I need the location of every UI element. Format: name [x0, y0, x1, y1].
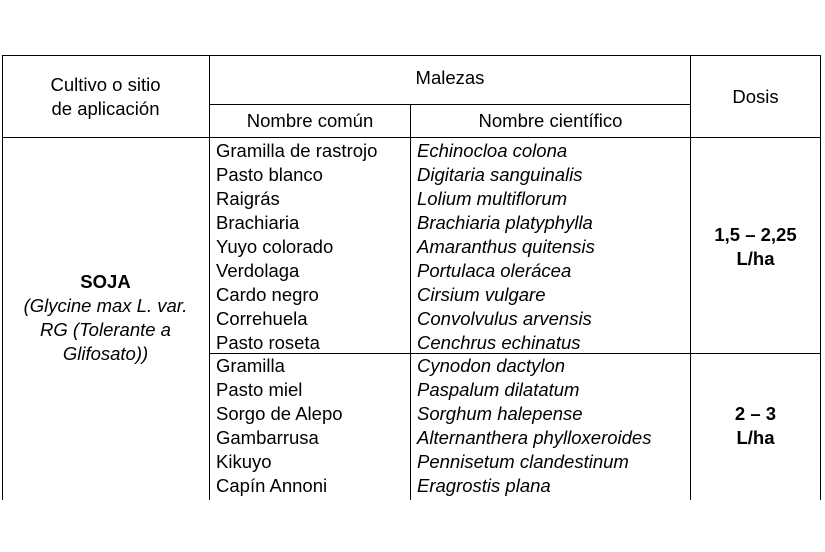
list-item: Gambarrusa: [216, 427, 319, 448]
crop-detail-line2: RG (Tolerante a: [40, 319, 171, 340]
list-item: Pasto blanco: [216, 164, 323, 185]
list-item: Capín Annoni: [216, 475, 328, 496]
list-item: Convolvulus arvensis: [417, 308, 592, 329]
list-item: Verdolaga: [216, 260, 300, 281]
header-cultivo-line2: de aplicación: [51, 98, 160, 119]
group2-dose: [690, 402, 821, 450]
divider-header-body: [2, 137, 821, 138]
list-item: Gramilla: [216, 355, 285, 376]
header-cultivo-line1: Cultivo o sitio: [50, 74, 161, 95]
list-item: Eragrostis plana: [417, 475, 551, 496]
list-item: Paspalum dilatatum: [417, 379, 580, 400]
list-item: Portulaca olerácea: [417, 260, 572, 281]
header-nombre-cientifico: Nombre científico: [478, 110, 623, 131]
divider-malezas-subheader: [209, 104, 691, 105]
crop-name: SOJA: [80, 271, 131, 292]
list-item: Cardo negro: [216, 284, 319, 305]
list-item: Brachiaria: [216, 212, 300, 233]
list-item: Alternanthera phylloxeroides: [417, 427, 652, 448]
header-dosis: Dosis: [732, 86, 779, 107]
group2-dose-unit: L/ha: [736, 427, 775, 448]
list-item: Echinocloa colona: [417, 140, 568, 161]
list-item: Correhuela: [216, 308, 308, 329]
divider-common-scientific: [410, 104, 411, 500]
list-item: Cenchrus echinatus: [417, 332, 581, 353]
crop-cell: [2, 270, 209, 366]
list-item: Raigrás: [216, 188, 280, 209]
list-item: Cirsium vulgare: [417, 284, 546, 305]
group1-dose: [690, 223, 821, 271]
group2-scientific-list: [417, 354, 651, 498]
list-item: Kikuyo: [216, 451, 272, 472]
header-malezas: Malezas: [415, 67, 485, 88]
list-item: Sorghum halepense: [417, 403, 583, 424]
group1-dose-unit: L/ha: [736, 248, 775, 269]
group1-scientific-list: [417, 139, 595, 355]
list-item: Pasto roseta: [216, 332, 320, 353]
list-item: Pasto miel: [216, 379, 303, 400]
crop-detail-line3: Glifosato)): [62, 343, 149, 364]
crop-detail-line1: (Glycine max L. var.: [23, 295, 188, 316]
herbicide-dosage-table: [2, 55, 821, 500]
list-item: Lolium multiflorum: [417, 188, 568, 209]
group1-dose-value: 1,5 – 2,25: [714, 224, 797, 245]
list-item: Yuyo colorado: [216, 236, 334, 257]
group2-dose-value: 2 – 3: [734, 403, 777, 424]
list-item: Brachiaria platyphylla: [417, 212, 593, 233]
group1-common-list: [216, 139, 377, 355]
header-cultivo: [2, 73, 209, 121]
list-item: Sorgo de Alepo: [216, 403, 343, 424]
list-item: Digitaria sanguinalis: [417, 164, 583, 185]
list-item: Gramilla de rastrojo: [216, 140, 378, 161]
list-item: Cynodon dactylon: [417, 355, 566, 376]
table-top-border: [2, 55, 821, 56]
group2-common-list: [216, 354, 343, 498]
list-item: Amaranthus quitensis: [417, 236, 595, 257]
list-item: Pennisetum clandestinum: [417, 451, 629, 472]
header-nombre-comun: Nombre común: [246, 110, 374, 131]
